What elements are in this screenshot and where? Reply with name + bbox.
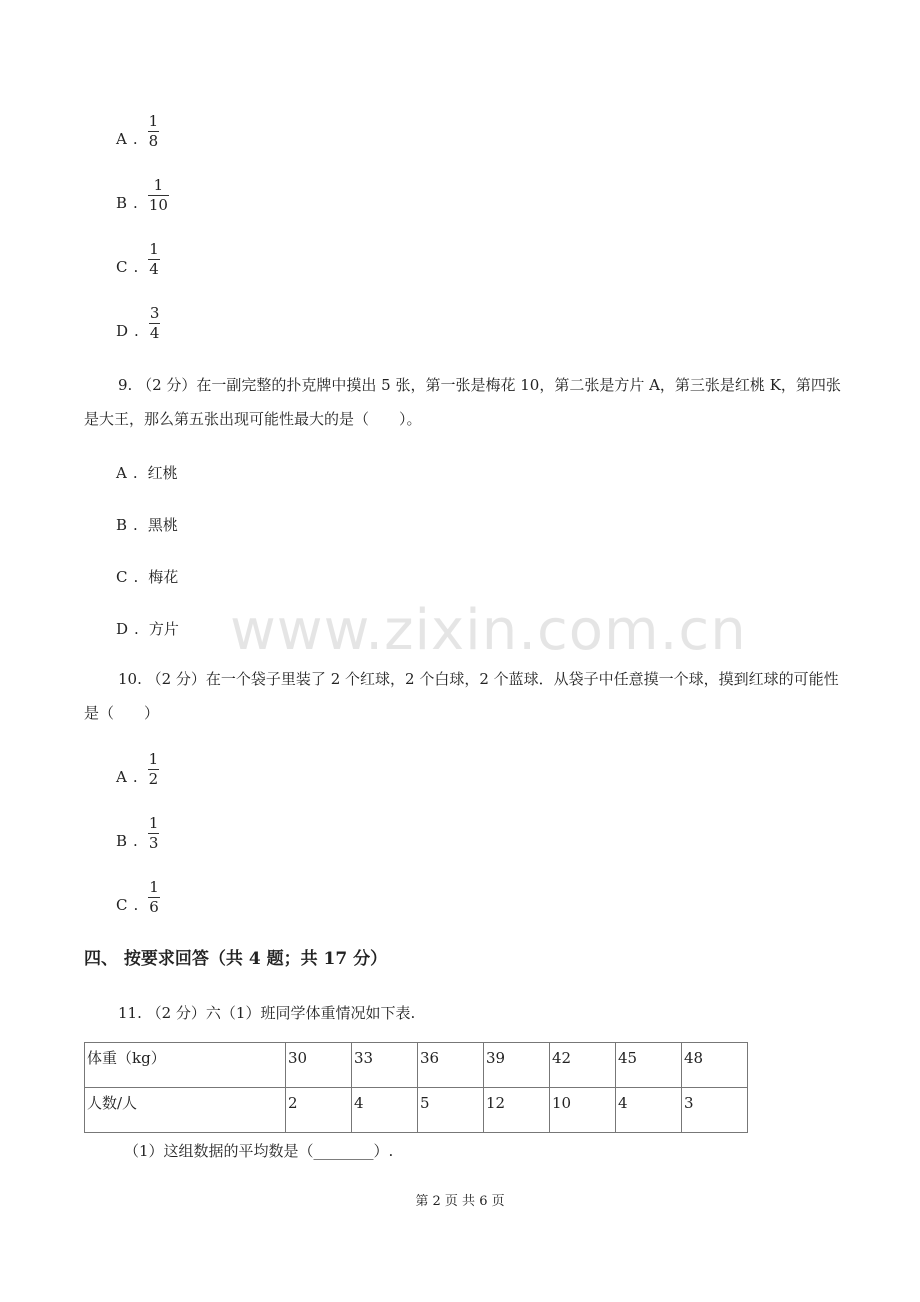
table-cell: 39: [484, 1043, 550, 1088]
q8-option-c: C . $\frac{1}{4}$: [116, 240, 159, 278]
option-letter: B: [116, 515, 128, 534]
table-cell: 42: [550, 1043, 616, 1088]
fraction: [148, 114, 160, 149]
table-cell: 10: [550, 1088, 616, 1133]
table-row: [85, 1088, 748, 1133]
fraction: [148, 880, 160, 915]
denominator: 4: [149, 260, 159, 278]
table-cell: 45: [616, 1043, 682, 1088]
table-cell: 36: [418, 1043, 484, 1088]
option-letter: D: [116, 321, 129, 340]
option-letter: A: [116, 129, 127, 148]
denominator: 3: [148, 834, 159, 852]
q8-option-a: A . $\frac{1}{8}$: [116, 112, 159, 150]
denominator: 10: [148, 196, 168, 214]
option-label: 方片: [148, 620, 179, 638]
table-cell: 2: [286, 1088, 352, 1133]
numerator: 1: [148, 814, 159, 832]
question-10-text: 10. （2 分）在一个袋子里装了 2 个红球，2 个白球，2 个蓝球．从袋子中任意摸一个球，摸到红球的可能性是（ ）: [84, 670, 839, 722]
question-11-text: 11. （2 分）六（1）班同学体重情况如下表.: [118, 1004, 416, 1022]
option-letter: D: [116, 619, 129, 638]
section-heading: 四、 按要求回答（共 4 题；共 17 分）: [84, 949, 388, 969]
sub-question-1: （1）这组数据的平均数是（________）.: [124, 1142, 394, 1160]
denominator: 2: [148, 770, 159, 788]
option-label: 梅花: [148, 568, 179, 586]
q9-option-b: B . 黑桃: [116, 515, 178, 534]
fraction: [148, 816, 160, 851]
option-letter: B: [116, 193, 128, 212]
fraction: [148, 752, 160, 787]
numerator: 3: [149, 304, 160, 322]
page-footer: 第 2 页 共 6 页: [415, 1194, 505, 1209]
option-letter: C: [116, 257, 128, 276]
table-cell: 48: [682, 1043, 748, 1088]
table-cell: 5: [418, 1088, 484, 1133]
table-cell: 12: [484, 1088, 550, 1133]
numerator: 1: [149, 878, 159, 896]
q8-option-d: D . $\frac{3}{4}$: [116, 304, 160, 342]
option-letter: C: [116, 895, 128, 914]
q10-option-c: C . $\frac{1}{6}$: [116, 878, 159, 916]
weight-table: [84, 1042, 748, 1133]
q9-option-c: C . 梅花: [116, 567, 179, 586]
table-cell: 33: [352, 1043, 418, 1088]
option-label: 红桃: [147, 464, 178, 482]
fraction: [149, 306, 161, 341]
fraction: [148, 242, 160, 277]
denominator: 6: [149, 898, 159, 916]
q9-option-d: D . 方片: [116, 619, 179, 638]
table-cell: 3: [682, 1088, 748, 1133]
q9-option-a: A . 红桃: [116, 463, 178, 482]
q10-option-a: A . $\frac{1}{2}$: [116, 750, 159, 788]
table-cell: 人数/人: [85, 1088, 286, 1133]
table-cell: 4: [352, 1088, 418, 1133]
denominator: 8: [148, 132, 159, 150]
q10-option-b: B . $\frac{1}{3}$: [116, 814, 159, 852]
option-label: 黑桃: [147, 516, 178, 534]
denominator: 4: [149, 324, 160, 342]
option-letter: A: [116, 463, 127, 482]
table-cell: 30: [286, 1043, 352, 1088]
option-letter: B: [116, 831, 128, 850]
numerator: 1: [148, 750, 159, 768]
q8-option-b: B . $\frac{1}{10}$: [116, 176, 168, 214]
option-letter: C: [116, 567, 128, 586]
table-cell: 体重（kg）: [85, 1043, 286, 1088]
numerator: 1: [153, 176, 164, 194]
table-cell: 4: [616, 1088, 682, 1133]
watermark: www.zixin.com.cn: [230, 598, 747, 663]
numerator: 1: [149, 240, 159, 258]
table-row: [85, 1043, 748, 1088]
fraction: [148, 178, 169, 213]
question-9-text: 9. （2 分）在一副完整的扑克牌中摸出 5 张，第一张是梅花 10，第二张是方片 A，第三张是红桃 K，第四张是大王，那么第五张出现可能性最大的是（ ）。: [84, 376, 841, 428]
option-letter: A: [116, 767, 127, 786]
numerator: 1: [148, 112, 159, 130]
